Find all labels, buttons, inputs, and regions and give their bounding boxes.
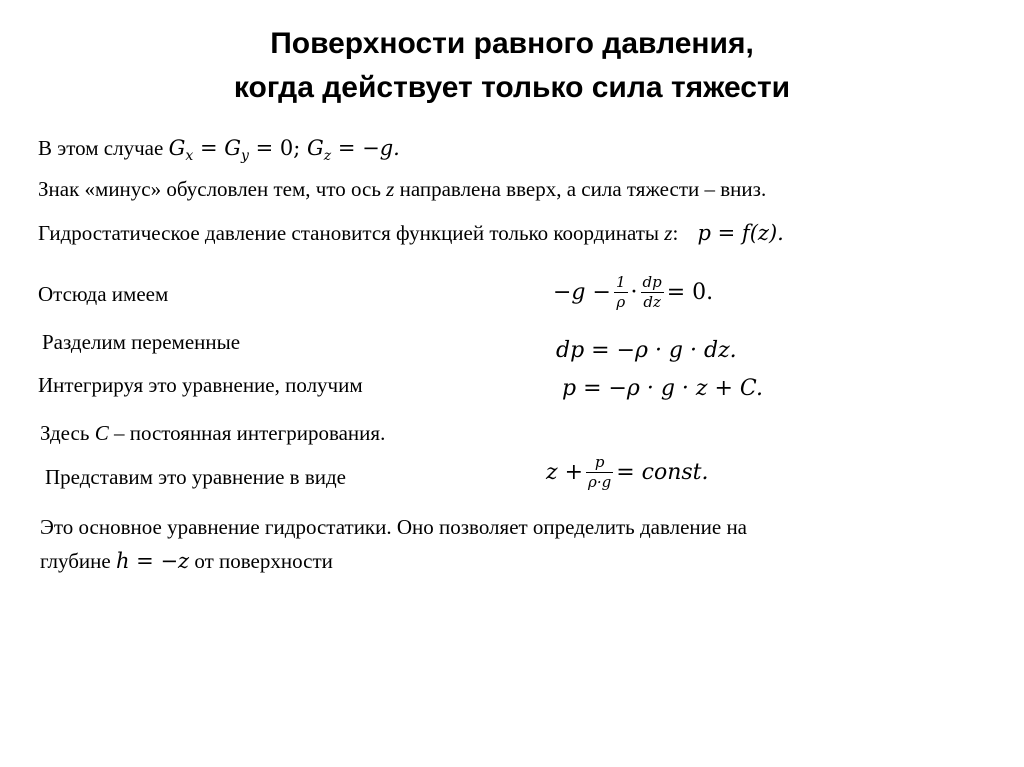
eq4-left: z + [546, 459, 584, 485]
eq4-frac-den: ρ·g [588, 472, 612, 491]
eq1-frac1-den: ρ [616, 292, 626, 311]
title-line-2: когда действует только сила тяжести [233, 71, 791, 104]
surface-text: от поверхности [189, 549, 333, 573]
eq1-fraction-2 [641, 273, 664, 312]
hydro-colon: : [672, 221, 679, 245]
eq4-right: = const. [616, 459, 709, 485]
eq1-fraction-1 [614, 273, 628, 312]
equation-2: dp = −ρ · g · dz. [556, 338, 737, 363]
eq1-dot: · [630, 279, 638, 305]
constant-variable: C [94, 421, 109, 445]
eq1-right: = 0. [666, 279, 714, 305]
hence-label: Отсюда имеем [38, 282, 169, 306]
case-prefix: В этом случае [38, 136, 164, 160]
eq4-frac-num: p [594, 452, 605, 471]
integrating-label: Интегрируя это уравнение, получим [38, 373, 363, 397]
eq1-frac2-den: dz [643, 292, 661, 311]
equation-1 [553, 268, 713, 316]
eq1-frac2-num: dp [642, 272, 662, 291]
minus-sign-text-2: направлена вверх, а сила тяжести – вниз. [394, 177, 767, 201]
here-line [40, 420, 385, 446]
hydro-line [38, 220, 784, 246]
here-text-2: – постоянная интегрирования. [108, 421, 386, 445]
basic-equation-line-2 [40, 548, 333, 574]
axis-variable: z [386, 177, 395, 201]
case-formula: $G_x = G_y = 0$; $G_z = -g$. [168, 136, 400, 164]
depth-formula: h = −z [115, 549, 190, 573]
case-line [38, 135, 400, 169]
title-line-1: Поверхности равного давления, [270, 27, 754, 60]
minus-sign-text-1: Знак «минус» обусловлен тем, что ось [38, 177, 387, 201]
hydro-variable: z [664, 221, 673, 245]
hydro-text: Гидростатическое давление становится функцией только координаты [38, 221, 665, 245]
eq1-left: −g − [553, 279, 611, 305]
equation-3: p = −ρ · g · z + C. [562, 376, 763, 401]
basic-equation-line-1: Это основное уравнение гидростатики. Оно позволяет определить давление на [40, 515, 747, 539]
eq4-fraction [586, 453, 613, 492]
minus-sign-line [38, 176, 766, 202]
separate-label: Разделим переменные [42, 330, 241, 354]
represent-label: Представим это уравнение в виде [45, 465, 346, 489]
here-text-1: Здесь [40, 421, 95, 445]
depth-text: глубине [40, 549, 116, 573]
equation-4 [546, 447, 709, 497]
hydro-formula: p = f(z). [697, 221, 784, 245]
eq1-frac1-num: 1 [615, 272, 626, 291]
slide-title [0, 22, 1024, 110]
